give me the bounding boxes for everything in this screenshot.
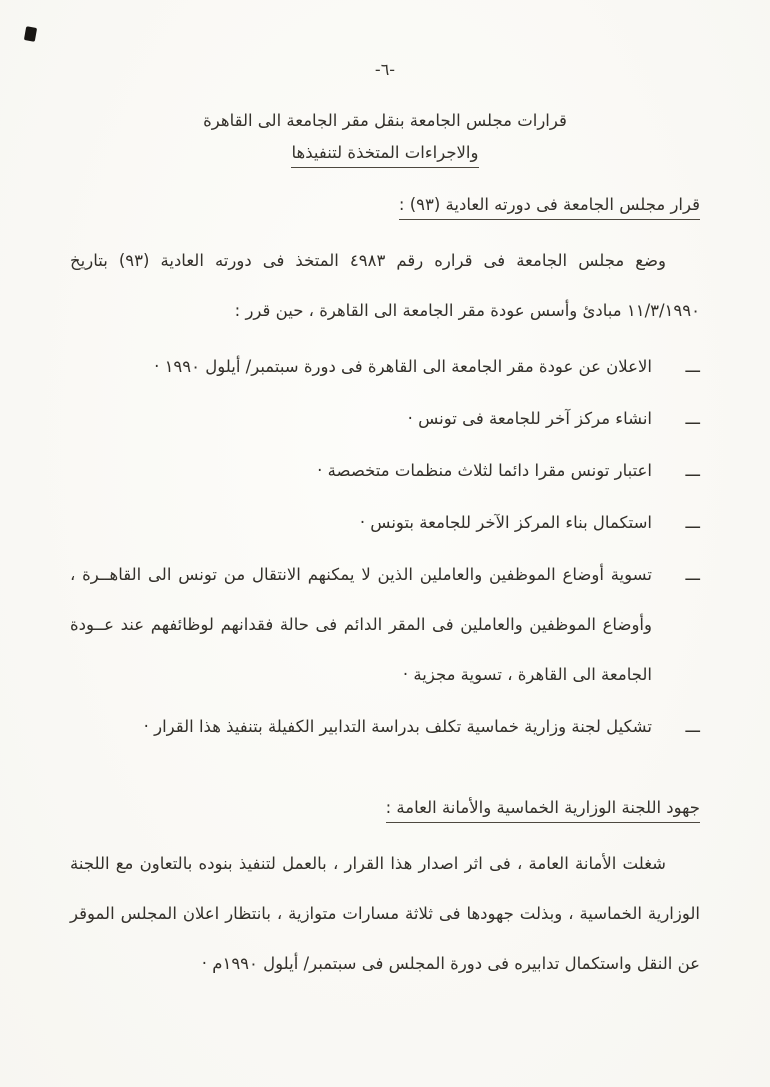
- dash-bullet: ـــ: [685, 565, 700, 584]
- dash-bullet: ـــ: [685, 513, 700, 532]
- list-item: [70, 702, 700, 752]
- document-title-line1: قرارات مجلس الجامعة بنقل مقر الجامعة الى القاهرة: [203, 111, 567, 130]
- list-item-text: استكمال بناء المركز الآخر للجامعة بتونس ·: [359, 513, 652, 532]
- list-item: [70, 550, 700, 700]
- document-title-line2: والاجراءات المتخذة لتنفيذها: [291, 143, 478, 168]
- dash-bullet: ـــ: [685, 357, 700, 376]
- list-item: [70, 342, 700, 392]
- list-item: [70, 498, 700, 548]
- section-heading-efforts: [70, 798, 700, 817]
- efforts-paragraph: شغلت الأمانة العامة ، فى اثر اصدار هذا القرار ، بالعمل لتنفيذ بنوده بالتعاون مع اللجنة الوزارية الخماسية ، وبذلت جهودها فى ثلاثة مسارات متوازية ، بانتظار اعلان المجلس الموقر عن النقل واستكمال تدابيره فى دورة المجلس فى سبتمبر/ أيلول ١٩٩٠م ·: [70, 854, 700, 973]
- list-item-text: تشكيل لجنة وزارية خماسية تكلف بدراسة التدابير الكفيلة بتنفيذ هذا القرار ·: [143, 717, 652, 736]
- list-item-text: اعتبار تونس مقرا دائما لثلاث منظمات متخصصة ·: [317, 461, 652, 480]
- list-item-text: الاعلان عن عودة مقر الجامعة الى القاهرة فى دورة سبتمبر/ أيلول ١٩٩٠ ·: [154, 357, 652, 376]
- resolution-intro-paragraph: وضع مجلس الجامعة فى قراره رقم ٤٩٨٣ المتخذ فى دورته العادية (٩٣) بتاريخ ١١/٣/١٩٩٠ مبادئ وأسس عودة مقر الجامعة الى القاهرة ، حين قرر :: [70, 251, 700, 320]
- scan-artifact: [24, 26, 37, 42]
- list-item-text: تسوية أوضاع الموظفين والعاملين الذين لا يمكنهم الانتقال من تونس الى القاهــرة ، وأوضاع الموظفين والعاملين فى المقر الدائم فى حالة فقدانهم لوظائفهم عند عــودة الجامعة الى القاهرة ، تسوية مجزية ·: [70, 565, 652, 684]
- section-heading-resolution-text: قرار مجلس الجامعة فى دورته العادية (٩٣) :: [399, 195, 700, 220]
- section-heading-resolution: [70, 195, 700, 214]
- dash-bullet: ـــ: [685, 409, 700, 428]
- list-item-text: انشاء مركز آخر للجامعة فى تونس ·: [407, 409, 652, 428]
- document-title: [70, 105, 700, 169]
- dash-bullet: ـــ: [685, 461, 700, 480]
- list-item: [70, 446, 700, 496]
- list-item: [70, 394, 700, 444]
- page-number: -٦-: [374, 60, 396, 79]
- dash-bullet: ـــ: [685, 717, 700, 736]
- section-heading-efforts-text: جهود اللجنة الوزارية الخماسية والأمانة العامة :: [386, 798, 700, 823]
- resolution-list: [70, 342, 700, 752]
